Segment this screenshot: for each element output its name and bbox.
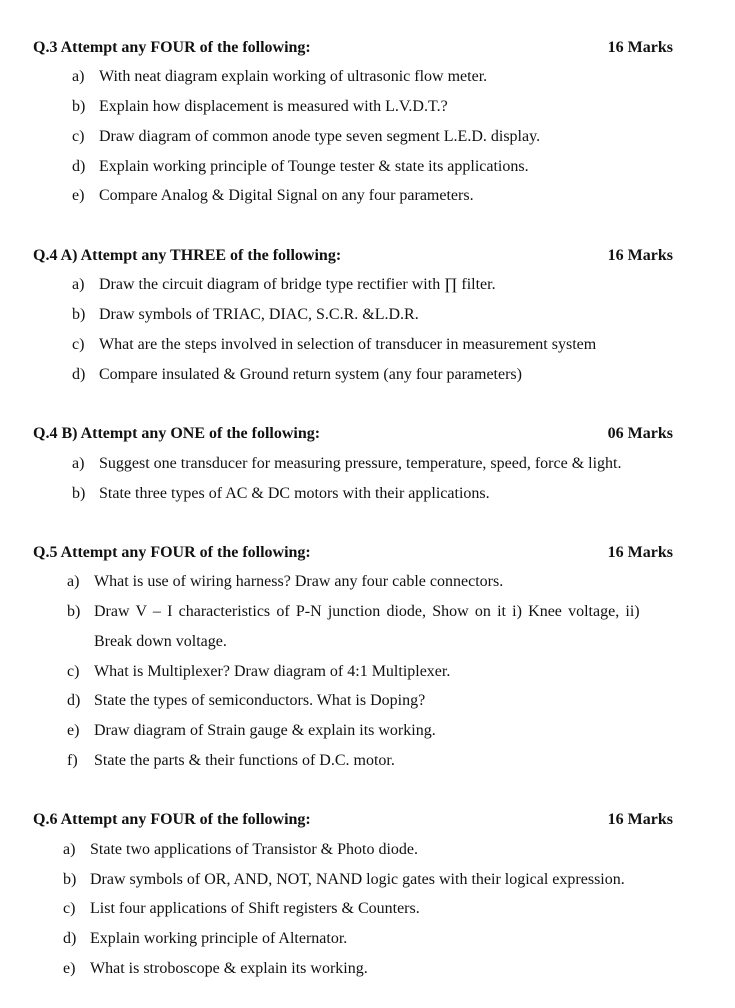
q5-item-c-letter: c) <box>67 663 80 680</box>
q4a-item-b-text: Draw symbols of TRIAC, DIAC, S.C.R. &L.D.R. <box>99 306 419 323</box>
q6-item-d-text: Explain working principle of Alternator. <box>90 930 348 947</box>
q4a-item-c-letter: c) <box>72 336 85 353</box>
q6-item-b-letter: b) <box>63 871 77 888</box>
q3-item-b-text: Explain how displacement is measured with L.V.D.T.? <box>99 98 448 115</box>
q3-item-e-text: Compare Analog & Digital Signal on any four parameters. <box>99 187 474 204</box>
q6-item-c-text: List four applications of Shift registers & Counters. <box>90 900 420 917</box>
q4b-heading <box>33 424 673 444</box>
q4a-item-c-text: What are the steps involved in selection of transducer in measurement system <box>99 336 597 353</box>
q5-item-a-letter: a) <box>67 573 80 590</box>
q5-item-d-letter: d) <box>67 692 81 709</box>
q3-heading <box>33 38 673 58</box>
q4a-marks: 16 Marks <box>607 247 673 264</box>
q6-item-a-letter: a) <box>63 841 76 858</box>
q4a-item-a-letter: a) <box>72 276 85 293</box>
q3-marks: 16 Marks <box>607 39 673 56</box>
q4b-item-b-letter: b) <box>72 485 86 502</box>
q3-item-d-text: Explain working principle of Tounge tester & state its applications. <box>99 158 529 175</box>
q4a-item-d-letter: d) <box>72 366 86 383</box>
q4a-heading-text: Q.4 A) Attempt any THREE of the following: <box>33 247 342 264</box>
q6-heading-text: Q.6 Attempt any FOUR of the following: <box>33 811 311 828</box>
q6-marks: 16 Marks <box>607 811 673 828</box>
q5-item-b-text: Draw V – I characteristics of P-N junction diode, Show on it i) Knee voltage, ii) <box>94 603 640 620</box>
q6-heading <box>33 810 673 830</box>
q4a-heading <box>33 246 673 266</box>
q4a-item-d-text: Compare insulated & Ground return system (any four parameters) <box>99 366 522 383</box>
q4b-item-a-letter: a) <box>72 455 85 472</box>
q4a-item-b-letter: b) <box>72 306 86 323</box>
q5-item-a-text: What is use of wiring harness? Draw any four cable connectors. <box>94 573 504 590</box>
q5-item-b-letter: b) <box>67 603 81 620</box>
q5-item-f-text: State the parts & their functions of D.C. motor. <box>94 752 395 769</box>
q5-item-b-text-line2: Break down voltage. <box>94 633 227 650</box>
q3-item-c-letter: c) <box>72 128 85 145</box>
q6-item-a-text: State two applications of Transistor & Photo diode. <box>90 841 418 858</box>
q5-item-d-text: State the types of semiconductors. What is Doping? <box>94 692 426 709</box>
q3-item-c-text: Draw diagram of common anode type seven segment L.E.D. display. <box>99 128 541 145</box>
q5-heading-text: Q.5 Attempt any FOUR of the following: <box>33 544 311 561</box>
q6-item-b-text: Draw symbols of OR, AND, NOT, NAND logic gates with their logical expression. <box>90 871 625 888</box>
q3-heading-text: Q.3 Attempt any FOUR of the following: <box>33 39 311 56</box>
q4b-item-a-text: Suggest one transducer for measuring pressure, temperature, speed, force & light. <box>99 455 622 472</box>
q5-marks: 16 Marks <box>607 544 673 561</box>
q3-item-a-letter: a) <box>72 68 85 85</box>
q5-item-c-text: What is Multiplexer? Draw diagram of 4:1 Multiplexer. <box>94 663 451 680</box>
q3-item-a-text: With neat diagram explain working of ultrasonic flow meter. <box>99 68 488 85</box>
q5-item-e-text: Draw diagram of Strain gauge & explain its working. <box>94 722 436 739</box>
q3-item-e-letter: e) <box>72 187 85 204</box>
q6-item-c-letter: c) <box>63 900 76 917</box>
q6-item-e-text: What is stroboscope & explain its working. <box>90 960 368 977</box>
q5-heading <box>33 543 673 563</box>
q4b-heading-text: Q.4 B) Attempt any ONE of the following: <box>33 425 321 442</box>
q4b-marks: 06 Marks <box>607 425 673 442</box>
q3-item-b-letter: b) <box>72 98 86 115</box>
q5-item-f-letter: f) <box>67 752 78 769</box>
q4a-item-a-text: Draw the circuit diagram of bridge type rectifier with ∏ filter. <box>99 276 496 293</box>
q6-item-d-letter: d) <box>63 930 77 947</box>
q5-item-e-letter: e) <box>67 722 80 739</box>
q6-item-e-letter: e) <box>63 960 76 977</box>
q3-item-d-letter: d) <box>72 158 86 175</box>
q4b-item-b-text: State three types of AC & DC motors with their applications. <box>99 485 490 502</box>
